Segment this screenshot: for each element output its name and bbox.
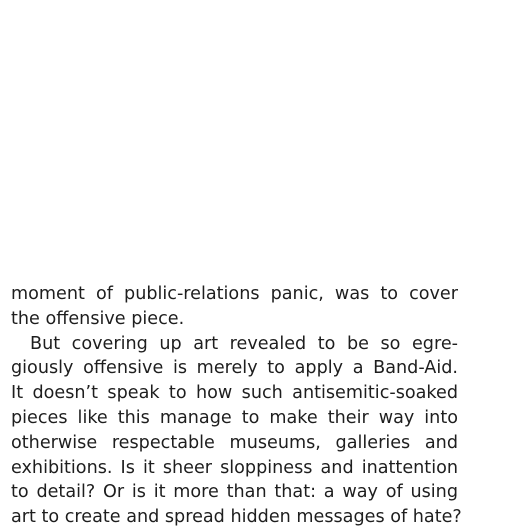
text-line: exhibitions. Is it sheer sloppiness and inattention	[11, 457, 458, 478]
text-line: otherwise respectable museums, galleries and	[11, 432, 458, 453]
text-line: It doesn’t speak to how such antisemitic-soaked	[11, 383, 458, 404]
text-line: art to create and spread hidden messages of hate?	[11, 507, 462, 528]
text-line: giously offensive is merely to apply a Band-Aid.	[11, 358, 458, 379]
paragraph-first-line: But covering up art revealed to be so egre-	[30, 333, 458, 354]
text-line: the offensive piece.	[11, 308, 185, 329]
body-text	[11, 282, 462, 530]
text-line: moment of public-relations panic, was to cover	[11, 284, 458, 304]
text-line: to detail? Or is it more than that: a way of using	[11, 482, 458, 503]
text-line: pieces like this manage to make their way into	[11, 407, 458, 428]
